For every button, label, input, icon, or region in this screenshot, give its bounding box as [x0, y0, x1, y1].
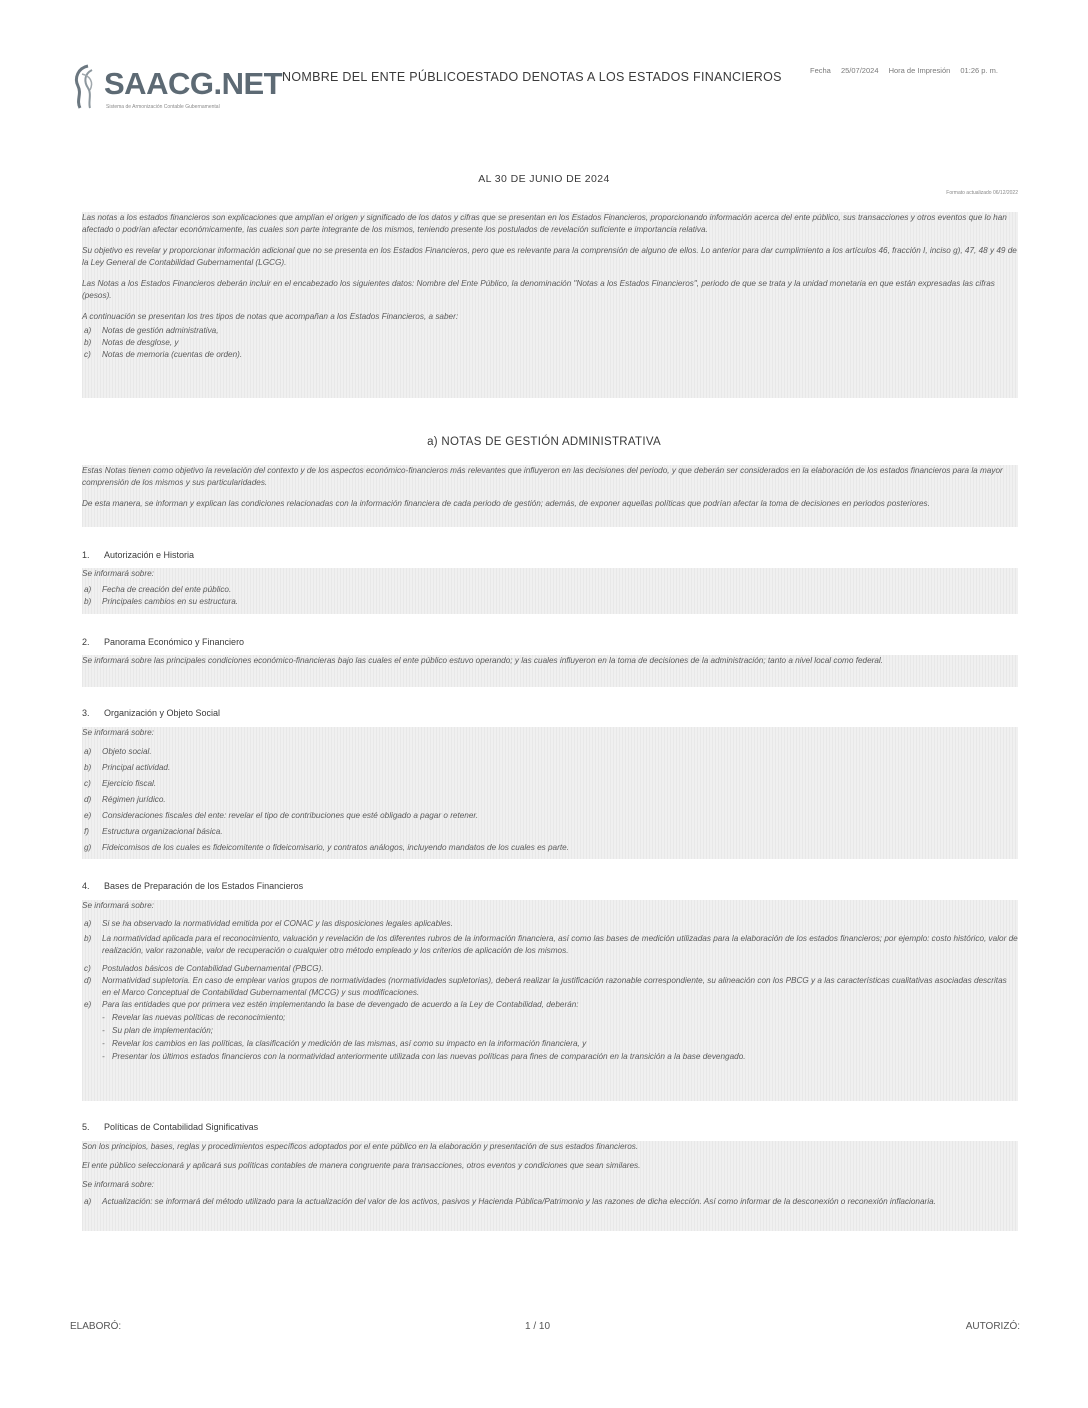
section-a-block — [82, 465, 1018, 527]
hora-label: Hora de Impresión — [888, 66, 951, 75]
print-meta — [810, 66, 1006, 75]
section-title: a) NOTAS DE GESTIÓN ADMINISTRATIVA — [427, 436, 661, 448]
report-period: AL 30 DE JUNIO DE 2024 — [478, 173, 610, 185]
notes-type-list — [82, 325, 1018, 361]
list-item: - Su plan de implementación; — [102, 1026, 214, 1035]
list-item: b) Principales cambios en su estructura. — [84, 597, 239, 606]
autorizo-label: AUTORIZÓ: — [965, 1321, 1020, 1332]
document-title: NOMBRE DEL ENTE PÚBLICOESTADO DENOTAS A LOS ESTADOS FINANCIEROS — [282, 70, 782, 84]
logo-text: SAACG.NET — [104, 66, 283, 101]
section-paragraph: Estas Notas tienen como objetivo la revelación del contexto y de los aspectos económico-financieros más relevantes que influyeron en las decisiones del periodo, y que deberán ser considerados en la elaboración de los estados financieros para la mayor comprensión de los mismos y sus particularidades. — [82, 466, 1003, 487]
list-item: - Revelar los cambios en las políticas, la clasificación y medición de las mismas, así como su impacto en la información financiera, y — [102, 1039, 587, 1048]
heading-organizacion: 3. Organización y Objeto Social — [82, 708, 221, 718]
page-number: 1 / 10 — [525, 1321, 551, 1332]
intro-text: Se informará sobre: — [82, 901, 154, 910]
s3-block — [82, 727, 1018, 859]
list-item: e) Para las entidades que por primera vez estén implementando la base de devengado de acuerdo a la Ley de Contabilidad, deberán: — [84, 1000, 579, 1009]
list-item: a) Si se ha observado la normatividad emitida por el CONAC y las disposiciones legales aplicables. — [84, 919, 453, 928]
page-header — [70, 62, 1030, 122]
intro-paragraph: Su objetivo es revelar y proporcionar información adicional que no se presenta en los Estados Financieros, pero que es relevante para la comprensión de alguno de ellos. Lo anterior para dar cumplimiento a los artículos 46, fracción I, inciso g), 47, 48 y 49 de la Ley General de Contabilidad Gubernamental (LGCG). — [82, 246, 1017, 267]
fecha-value: 25/07/2024 — [840, 66, 879, 75]
intro-text: Se informará sobre: — [82, 1180, 154, 1189]
list-item: a) Fecha de creación del ente público. — [84, 585, 232, 594]
hora-value: 01:26 p. m. — [960, 66, 998, 75]
section-paragraph: Se informará sobre las principales condiciones económico-financieras bajo las cuales el ente público estuvo operando; y las cuales influyeron en la toma de decisiones de la administración; tanto a nivel local como federal. — [82, 656, 884, 665]
list-item: f) Estructura organizacional básica. — [84, 827, 223, 836]
s1-block — [82, 568, 1018, 614]
intro-block — [82, 212, 1018, 398]
intro-paragraph: Las Notas a los Estados Financieros deberán incluir en el encabezado los siguientes datos: Nombre del Ente Público, la denominación "Notas a los Estados Financieros", periodo de que se trata y la unidad monetaria en que están expresadas las cifras (pesos). — [82, 279, 995, 300]
s5-block — [82, 1141, 1018, 1231]
list-item: a) Actualización: se informará del método utilizado para la actualización del valor de los activos, pasivos y Hacienda Pública/Patrimonio y las razones de dicha elección. Así como informar de la desconexión o reconexión inflacionaria. — [84, 1197, 936, 1206]
list-item: b) Notas de desglose, y — [84, 338, 179, 347]
intro-paragraph: Las notas a los estados financieros son explicaciones que amplían el origen y significado de los datos y cifras que se presentan en los Estados Financieros, proporcionando información acerca del ente público, sus transacciones y otros eventos que lo han afectado o podrían afectar económicamente, las cuales son parte integrante de los mismos, teniendo presente los postulados de revelación suficiente e importancia relativa. — [82, 213, 1007, 234]
section-paragraph: De esta manera, se informan y explican las condiciones relacionadas con la información financiera de cada periodo de gestión; además, de exponer aquellas políticas que podrían afectar la toma de decisiones en periodos posteriores. — [82, 499, 930, 508]
saacg-logo-icon — [70, 64, 102, 110]
list-item: c) Notas de memoria (cuentas de orden). — [84, 350, 243, 359]
s2-block — [82, 655, 1018, 687]
list-item: c) Postulados básicos de Contabilidad Gubernamental (PBCG). — [84, 964, 324, 973]
heading-bases: 4. Bases de Preparación de los Estados Financieros — [82, 881, 304, 891]
list-item: e) Consideraciones fiscales del ente: revelar el tipo de contribuciones que esté obligado a pagar o retener. — [84, 811, 479, 820]
list-item: - Presentar los últimos estados financieros con la normatividad anteriormente utilizada con las nuevas políticas para fines de comparación en la transición a la base devengado. — [102, 1052, 746, 1061]
intro-text: Se informará sobre: — [82, 728, 154, 737]
list-item: g) Fideicomisos de los cuales es fideicomitente o fideicomisario, y contratos análogos, incluyendo mandatos de los cuales es parte. — [84, 843, 569, 852]
list-item: a) Objeto social. — [84, 747, 152, 756]
s4-block — [82, 900, 1018, 1101]
section-paragraph: Son los principios, bases, reglas y procedimientos específicos adoptados por el ente público en la elaboración y presentación de sus estados financieros. — [82, 1142, 639, 1151]
elaboro-label: ELABORÓ: — [70, 1321, 122, 1332]
fecha-label: Fecha — [810, 66, 831, 75]
list-item: d) Normatividad supletoria. En caso de emplear varios grupos de normatividades (normatividades supletorias), deberá realizar la justificación razonable correspondiente, su alineación con los PBCG y a las características cualitativas asociadas descritas en el Marco Conceptual de Contabilidad Gubernamental (MCCG) y sus modificaciones. — [84, 976, 1007, 997]
intro-text: Se informará sobre: — [82, 569, 154, 578]
format-date: Formato actualizado 06/12/2022 — [946, 190, 1018, 196]
list-item: a) Notas de gestión administrativa, — [84, 326, 219, 335]
list-item: b) Principal actividad. — [84, 763, 171, 772]
list-item: c) Ejercicio fiscal. — [84, 779, 157, 788]
logo-subtitle: Sistema de Armonización Contable Gubernamental — [106, 104, 220, 110]
list-item: d) Régimen jurídico. — [84, 795, 166, 804]
heading-autorizacion: 1. Autorización e Historia — [82, 550, 195, 560]
list-item: - Revelar las nuevas políticas de reconocimiento; — [102, 1013, 286, 1022]
list-item: b) La normatividad aplicada para el reconocimiento, valuación y revelación de los diferentes rubros de la información financiera, así como las bases de medición utilizadas para la elaboración de los estados financieros; por ejemplo: costo histórico, valor de realización, valor razonable, valor de recuperación o cualquier otro método empleado y los criterios de aplicación de los mismos. — [84, 934, 1018, 955]
heading-politicas: 5. Políticas de Contabilidad Significativas — [82, 1122, 259, 1132]
heading-panorama: 2. Panorama Económico y Financiero — [82, 637, 245, 647]
section-paragraph: El ente público seleccionará y aplicará sus políticas contables de manera congruente para transacciones, otros eventos y condiciones que sean similares. — [82, 1161, 641, 1170]
intro-paragraph: A continuación se presentan los tres tipos de notas que acompañan a los Estados Financieros, a saber: — [82, 312, 459, 321]
